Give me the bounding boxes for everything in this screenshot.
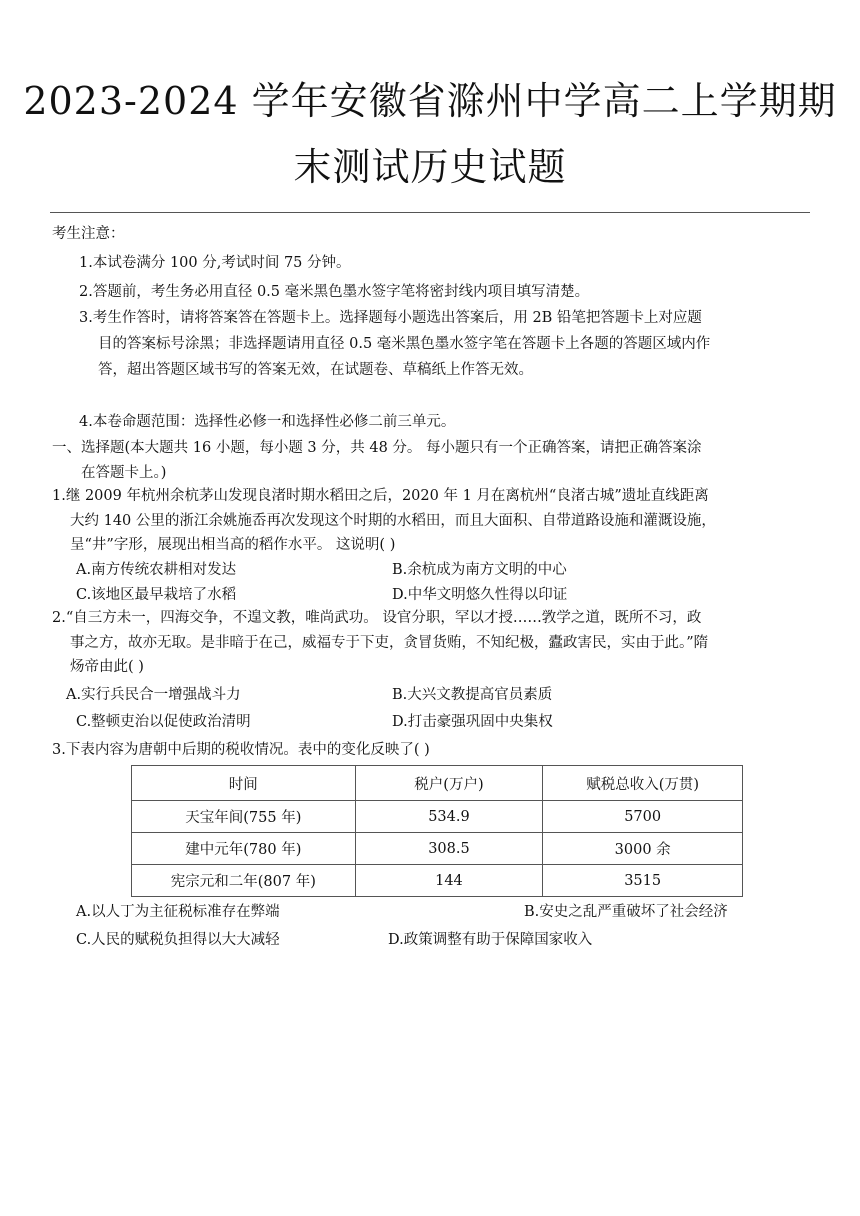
table-cell: 308.5 — [355, 833, 543, 865]
table-header-cell: 赋税总收入(万贯) — [543, 766, 743, 801]
table-header-cell: 税户(万户) — [355, 766, 543, 801]
section-heading-line-1: 一、选择题(本大题共 16 小题，每小题 3 分，共 48 分。 每小题只有一个正确答案，请把正确答案涂 — [52, 440, 702, 456]
table-cell: 3000 余 — [543, 833, 743, 865]
notice-item-3-line-1: 3.考生作答时，请将答案答在答题卡上。选择题每小题选出答案后，用 2B 铅笔把答题卡上对应题 — [79, 310, 702, 326]
notice-heading: 考生注意： — [52, 226, 125, 242]
table-cell: 144 — [355, 865, 543, 897]
table-row — [132, 865, 743, 897]
question-3-stem: 3.下表内容为唐朝中后期的税收情况。表中的变化反映了( ) — [52, 742, 430, 758]
question-2-option-a: A.实行兵民合一增强战斗力 — [66, 687, 241, 703]
notice-item-1: 1.本试卷满分 100 分,考试时间 75 分钟。 — [79, 255, 351, 271]
question-1-option-c: C.该地区最早栽培了水稻 — [76, 587, 237, 603]
question-1-line-2: 大约 140 公里的浙江余姚施岙再次发现这个时期的水稻田，而且大面积、自带道路设施和灌溉设施， — [70, 513, 716, 529]
exam-title-line-2: 末测试历史试题 — [293, 145, 567, 189]
question-3-option-c: C.人民的赋税负担得以大大减轻 — [76, 932, 280, 948]
table-cell: 534.9 — [355, 801, 543, 833]
table-header-row — [132, 766, 743, 801]
question-3-option-d: D.政策调整有助于保障国家收入 — [388, 932, 593, 948]
section-heading-line-2: 在答题卡上。) — [81, 465, 167, 481]
question-2-line-1: 2.“自三方未一，四海交争，不遑文教，唯尚武功。 设官分职，罕以才授……敩学之道，既所不习，政 — [52, 610, 702, 626]
table-cell: 5700 — [543, 801, 743, 833]
question-1-option-b: B.余杭成为南方文明的中心 — [392, 562, 567, 578]
notice-item-3-line-3: 答，超出答题区域书写的答案无效，在试题卷、草稿纸上作答无效。 — [98, 362, 533, 378]
notice-item-4: 4.本卷命题范围：选择性必修一和选择性必修二前三单元。 — [79, 414, 456, 430]
question-1-line-1: 1.继 2009 年杭州余杭茅山发现良渚时期水稻田之后，2020 年 1 月在离杭州“良渚古城”遗址直线距离 — [52, 488, 709, 504]
title-divider — [50, 212, 810, 213]
question-2-option-c: C.整顿吏治以促使政治清明 — [76, 714, 251, 730]
table-row — [132, 801, 743, 833]
question-3-option-b: B.安史之乱严重破坏了社会经济 — [524, 904, 728, 920]
question-2-line-3: 炀帝由此( ) — [70, 659, 144, 675]
question-1-option-a: A.南方传统农耕相对发达 — [76, 562, 237, 578]
question-3-option-a: A.以人丁为主征税标准存在弊端 — [76, 904, 280, 920]
table-cell: 3515 — [543, 865, 743, 897]
exam-title-line-1: 2023-2024 学年安徽省滁州中学高二上学期期 — [23, 79, 837, 123]
question-2-option-b: B.大兴文教提高官员素质 — [392, 687, 553, 703]
table-cell: 宪宗元和二年(807 年) — [132, 865, 356, 897]
notice-item-2: 2.答题前，考生务必用直径 0.5 毫米黑色墨水签字笔将密封线内项目填写清楚。 — [79, 284, 590, 300]
question-1-option-d: D.中华文明悠久性得以印证 — [392, 587, 568, 603]
question-2-option-d: D.打击豪强巩固中央集权 — [392, 714, 553, 730]
table-row — [132, 833, 743, 865]
tax-table — [131, 765, 743, 897]
notice-item-3-line-2: 目的答案标号涂黑；非选择题请用直径 0.5 毫米黑色墨水签字笔在答题卡上各题的答题区域内作 — [98, 336, 711, 352]
question-1-line-3: 呈“井”字形，展现出相当高的稻作水平。 这说明( ) — [70, 537, 396, 553]
table-header-cell: 时间 — [132, 766, 356, 801]
table-cell: 建中元年(780 年) — [132, 833, 356, 865]
table-cell: 天宝年间(755 年) — [132, 801, 356, 833]
question-2-line-2: 事之方，故亦无取。是非暗于在己，威福专于下吏，贪冒货贿，不知纪极，蠹政害民，实由于此。”隋 — [70, 635, 709, 651]
